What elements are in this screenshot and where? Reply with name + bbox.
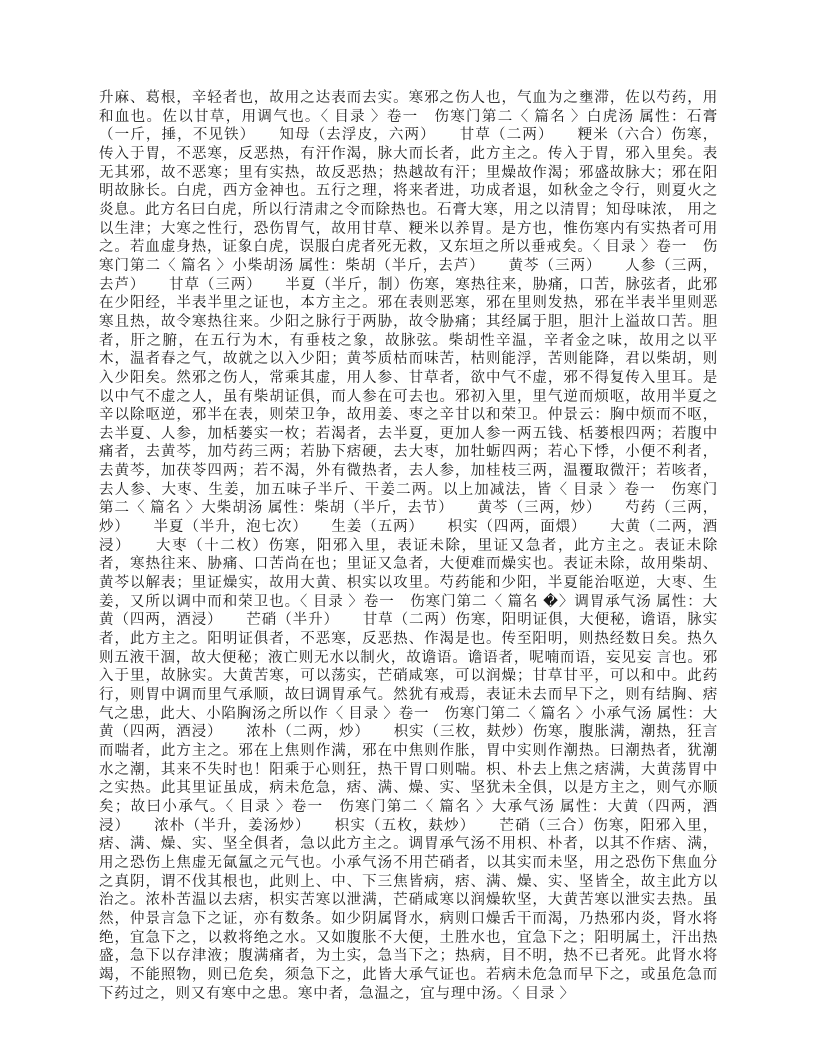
document-body-text (99, 89, 718, 1003)
segment-da-chengqi-tang: 〈 目录 〉卷一 伤寒门第二〈 篇名 〉大承气汤 属性：大黄（四两，酒浸） 浓朴（半升，姜汤炒） 枳实（五枚，麸炒） 芒硝（三合）伤寒，阳邪入里，痞、满、燥、实、坚全俱者，急以此方主之。调胃承气汤不用枳、朴者，以其不作痞、满，用之恐伤上焦虚无氤氲之元气也。小承气汤不用芒硝者，以其实而未坚，用之恐伤下焦血分之真阴，谓不伐其根也，此则上、中、下三焦皆病，痞、满、燥、实、坚皆全，故主此方以治之。浓朴苦温以去痞，枳实苦寒以泄满，芒硝咸寒以润燥软坚，大黄苦寒以泄实去热。虽然，仲景言急下之证，亦有数条。如少阴属肾水，病则口燥舌干而渴，乃热邪内炎，肾水将绝，宜急下之，以救将绝之水。又如腹胀不大便，土胜水也，宜急下之；阳明属土，汗出热盛，急下以存津液；腹满痛者，为土实，急当下之；热病，目不明，热不已者死。此肾水将竭，不能照物，则已危矣，须急下之，此皆大承气证也。若病未危急而早下之，或虽危急而下药过之，则又有寒中之患。寒中者，急温之，宜与理中汤。〈 目录 〉 (99, 798, 718, 1002)
segment-baihu-tang: 〈 目录 〉卷一 伤寒门第二〈 篇名 〉白虎汤 属性：石膏（一斤，捶，不见铁） 知母（去浮皮，六两） 甘草（二两） 粳米（六合）伤寒，传入于胃，不恶寒，反恶热，有汗作渴，脉大而长者，此方主之。传入于胃，邪入里矣。表无其邪，故不恶寒；里有实热，故反恶热；热越故有汗；里燥故作渴；邪盛故脉大；邪在阳明故脉长。白虎，西方金神也。五行之理，将来者进，功成者退，如秋金之令行，则夏火之炎息。此方名曰白虎，所以行清肃之令而除热也。石膏大寒，用之以清胃；知母味浓， 用之以生津；大寒之性行，恐伤胃气，故用甘草、粳米以养胃。是方也，惟伤寒内有实热者可用之。若血虚身热，证象白虎，误服白虎者死无救，又东垣之所以垂戒矣。 (99, 108, 718, 256)
segment-intro-shengma-gegen: 升麻、葛根，辛轻者也，故用之达表而去实。寒邪之伤人也，气血为之壅滞，佐以芍药，用和血也。佐以甘草，用调气也。 (99, 90, 718, 125)
segment-xiao-chengqi-tang: 〈 目录 〉卷一 伤寒门第二〈 篇名 〉小承气汤 属性：大黄（四两，酒浸） 浓朴（二两，炒） 枳实（三枚，麸炒）伤寒，腹胀满，潮热，狂言而喘者，此方主之。邪在上焦则作满，邪在中焦则作胀，胃中实则作潮热。曰潮热者，犹潮水之潮，其来不失时也！阳乘于心则狂，热干胃口则喘。枳、朴去上焦之痞满，大黄荡胃中之实热。此其里证虽成，病未危急，痞、满、燥、实、坚犹未全俱，以是方主之，则气亦顺矣；故曰小承气。 (99, 705, 718, 815)
segment-tiaowei-chengqi-tang: 〈 目录 〉卷一 伤寒门第二〈 篇名 �〉调胃承气汤 属性：大黄（四两，酒浸） 芒硝（半升） 甘草（二两）伤寒，阳明证俱，大便秘，谵语，脉实者，此方主之。阳明证俱者，不恶寒，反恶热、作渴是也。传至阳明，则热经数日矣。热久则五液干涸，故大便秘；液亡则无水以制火，故谵语。谵语者，呢喃而语，妄见妄 言也。邪入于里，故脉实。大黄苦寒，可以荡实，芒硝咸寒，可以润燥；甘草甘平，可以和中。此药行，则胃中调而里气承顺，故曰调胃承气。然犹有戒焉，表证未去而早下之，则有结胸、痞气之患，此大、小陷胸汤之所以作 (99, 593, 718, 722)
segment-xiao-chaihu-tang: 〈 目录 〉卷一 伤寒门第二〈 篇名 〉小柴胡汤 属性：柴胡（半斤，去芦） 黄芩（三两） 人参（三两，去芦） 甘草（三两） 半夏（半斤，制）伤寒，寒热往来，胁痛，口苦，脉弦者，此邪在少阳经，半表半里之证也，本方主之。邪在表则恶寒，邪在里则发热，邪在半表半里则恶寒且热，故令寒热往来。少阳之脉行于两胁，故令胁痛；其经属于胆，胆汁上溢故口苦。胆者，肝之腑，在五行为木，有垂枝之象，故脉弦。柴胡性辛温，辛者金之味，故用之以平木，温者春之气，故就之以入少阳；黄芩质枯而味苦，枯则能浮，苦则能降，君以柴胡，则入少阳矣。然邪之伤人，常乘其虚，用人参、甘草者，欲中气不虚，邪不得复传入里耳。是以中气不虚之人，虽有柴胡证俱，而人参在可去也。邪初入里，里气逆而烦呕，故用半夏之辛以除呕逆，邪半在表，则荣卫争，故用姜、枣之辛甘以和荣卫。仲景云：胸中烦而不呕，去半夏、人参，加栝蒌实一枚；若渴者，去半夏，更加人参一两五钱、栝蒌根四两；若腹中痛者，去黄芩，加芍药三两；若胁下痞硬，去大枣，加牡蛎四两；若心下悸，小便不利者，去黄芩，加茯苓四两；若不渴，外有微热者，去人参，加桂枝三两，温覆取微汗；若咳者，去人参、大枣、生姜，加五味子半斤、干姜二两。以上加减法，皆 (99, 239, 718, 498)
segment-da-chaihu-tang: 〈 目录 〉卷一 伤寒门第二〈 篇名 〉大柴胡汤 属性：柴胡（半斤，去节） 黄芩（三两，炒） 芍药（三两，炒） 半夏（半升，泡七次） 生姜（五两） 枳实（四两，面煨） 大黄（二两，酒浸） 大枣（十二枚）伤寒，阳邪入里，表证未除，里证又急者，此方主之。表证未除者，寒热往来、胁痛、口苦尚在也；里证又急者，大便难而燥实也。表证未除，故用柴胡、黄芩以解表；里证燥实，故用大黄、枳实以攻里。芍药能和少阳，半夏能治呕逆，大枣、生姜，又所以调中而和荣卫也。 (99, 481, 718, 610)
